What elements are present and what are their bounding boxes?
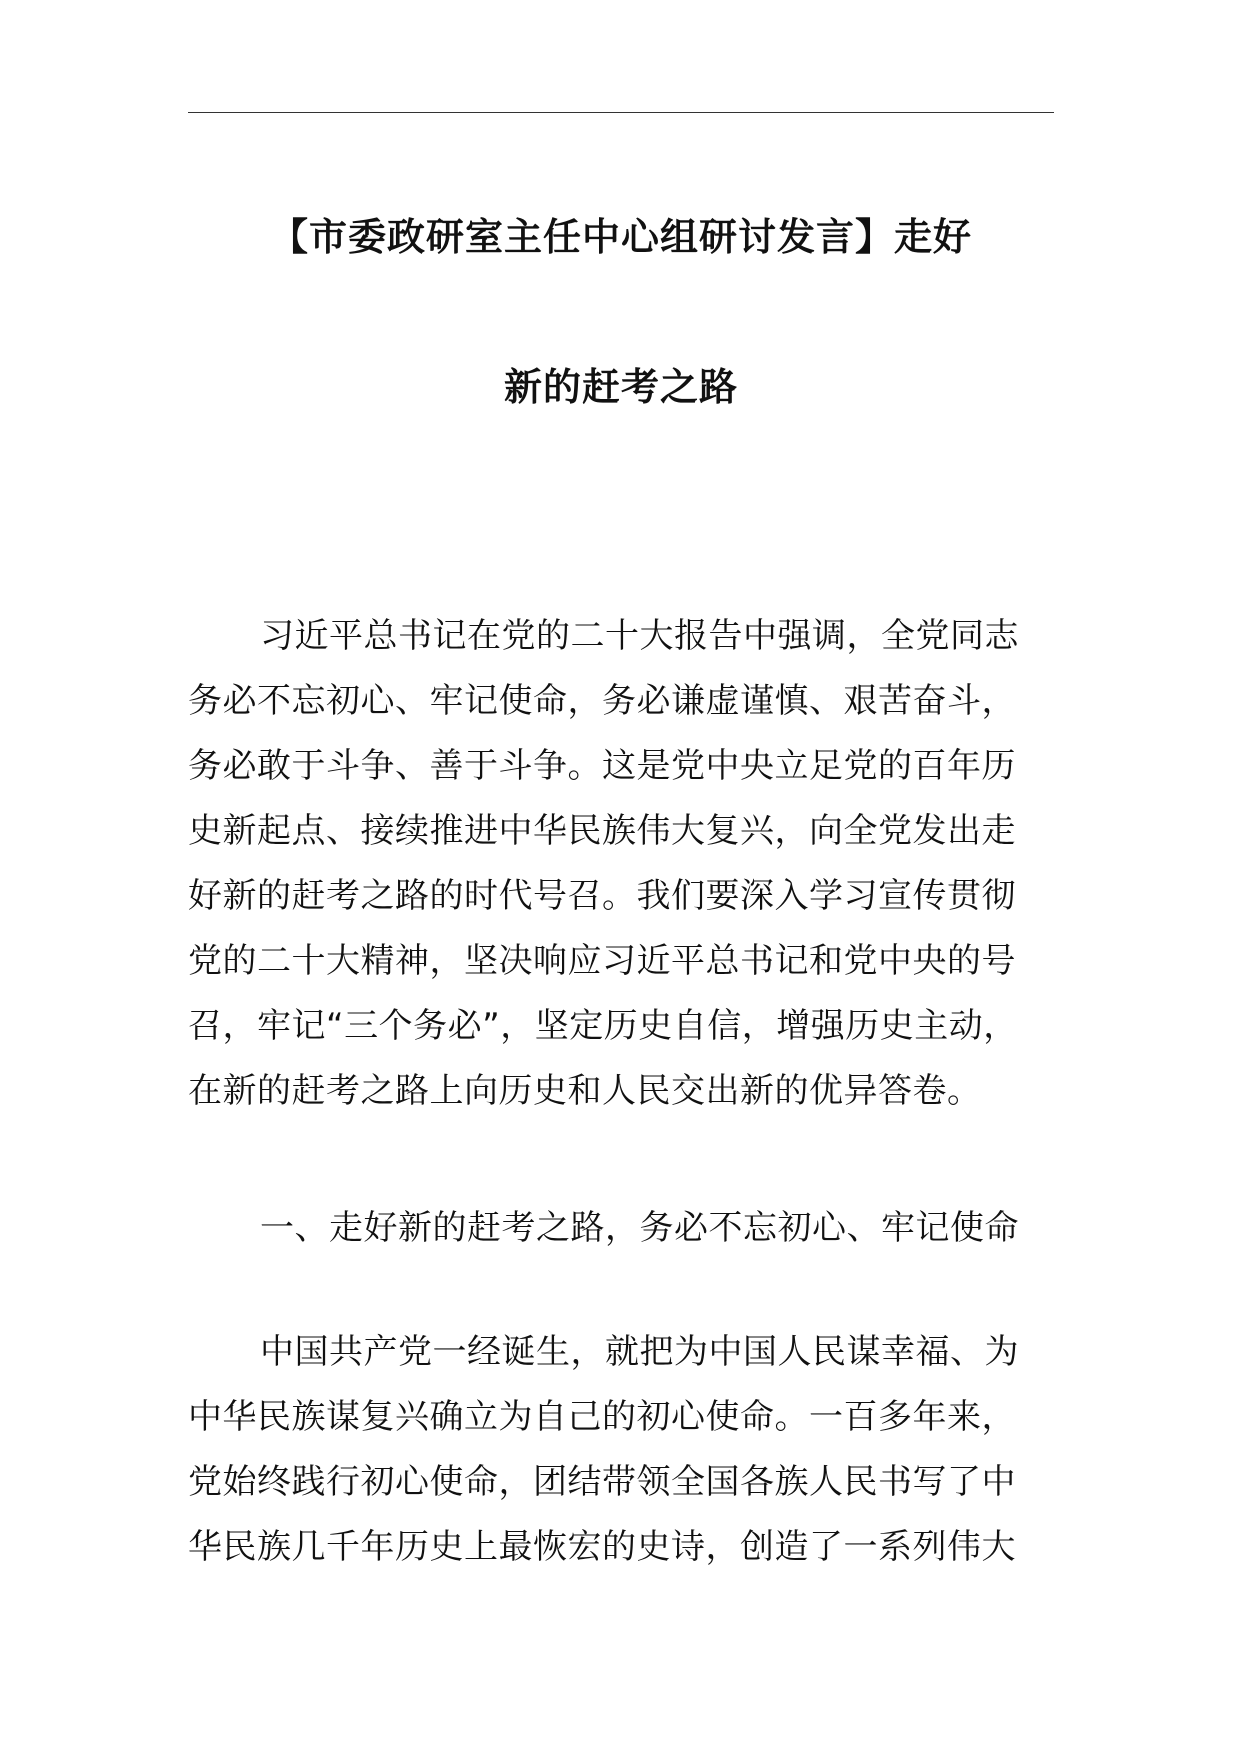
paragraph-line: 中华民族谋复兴确立为自己的初心使命。一百多年来， [188, 1397, 1016, 1437]
paragraph-line: 中国共产党一经诞生，就把为中国人民谋幸福、为 [260, 1332, 1019, 1372]
paragraph-line: 好新的赶考之路的时代号召。我们要深入学习宣传贯彻 [188, 876, 1016, 916]
paragraph-line: 华民族几千年历史上最恢宏的史诗，创造了一系列伟大 [188, 1527, 1016, 1567]
paragraph-line: 习近平总书记在党的二十大报告中强调，全党同志 [260, 616, 1019, 656]
paragraph-line: 党始终践行初心使命，团结带领全国各族人民书写了中 [188, 1462, 1016, 1502]
section-heading-text: 一、走好新的赶考之路，务必不忘初心、牢记使命 [260, 1208, 1019, 1248]
paragraph-line: 党的二十大精神，坚决响应习近平总书记和党中央的号 [188, 941, 1016, 981]
header-rule [188, 112, 1054, 113]
paragraph-line: 在新的赶考之路上向历史和人民交出新的优异答卷。 [188, 1071, 982, 1111]
paragraph-line: 史新起点、接续推进中华民族伟大复兴，向全党发出走 [188, 811, 1016, 851]
paragraph-line: 务必不忘初心、牢记使命，务必谦虚谨慎、艰苦奋斗， [188, 681, 1016, 721]
document-title-line-1: 【市委政研室主任中心组研讨发言】走好 [269, 215, 972, 259]
section-heading [188, 1196, 1068, 1261]
intro-paragraph [188, 604, 1068, 1124]
paragraph-line: 召，牢记“三个务必”，坚定历史自信，增强历史主动， [188, 1006, 1018, 1046]
document-title-line-2: 新的赶考之路 [503, 365, 738, 409]
paragraph-line: 务必敢于斗争、善于斗争。这是党中央立足党的百年历 [188, 746, 1016, 786]
section-1-paragraph [188, 1320, 1068, 1580]
